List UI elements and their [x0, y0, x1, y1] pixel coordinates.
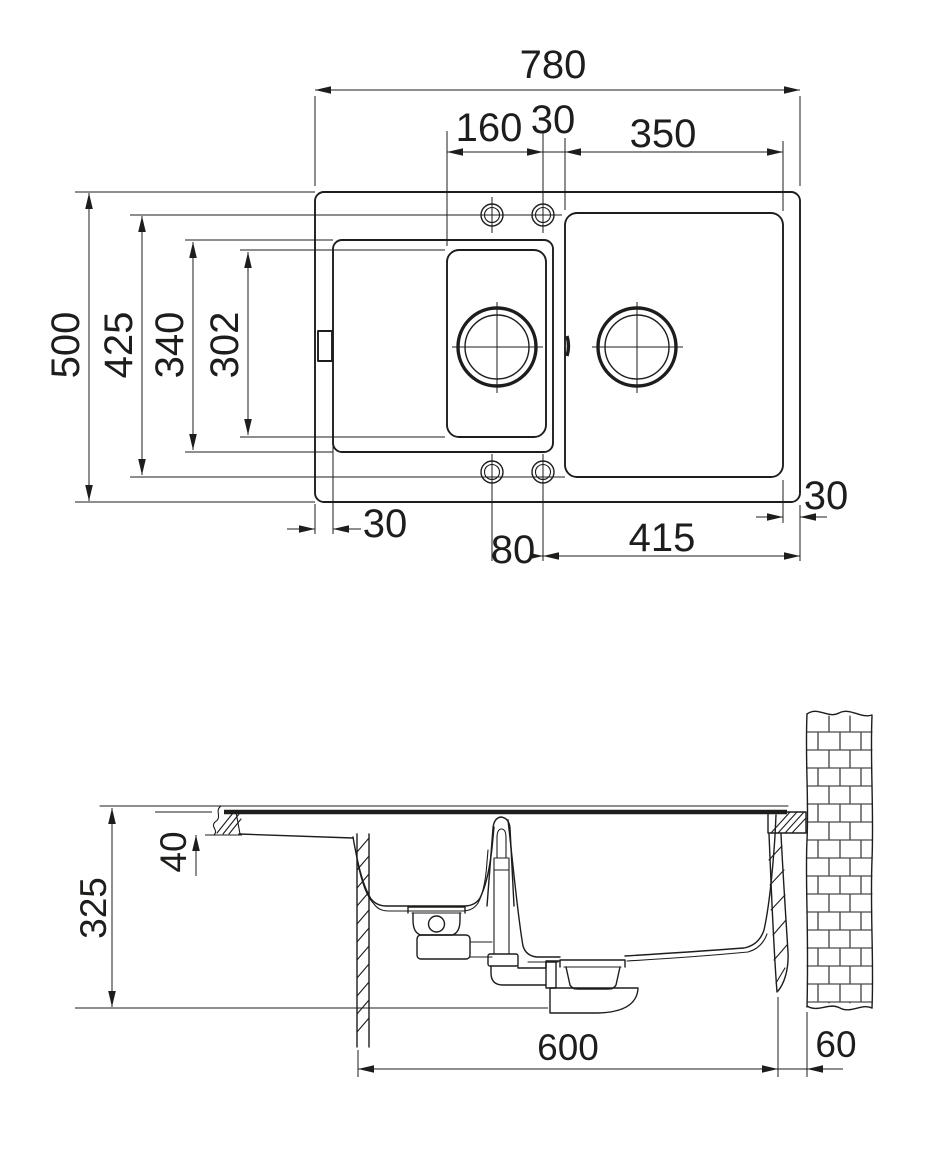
dim-rim-drop [153, 812, 242, 876]
overflow-slot [318, 331, 332, 361]
main-bowl-drain [592, 302, 683, 393]
sink-outline [315, 192, 800, 502]
dim-wall-gap [778, 1012, 857, 1077]
dim-label-302: 302 [203, 311, 247, 379]
dim-rim-right [756, 474, 848, 523]
small-bowl-drain-section [408, 907, 492, 959]
dim-label-30-right: 30 [803, 474, 849, 518]
dim-label-80: 80 [490, 528, 536, 572]
dim-label-160: 160 [455, 106, 523, 150]
main-bowl-drain-section [550, 960, 638, 1013]
dim-label-60: 60 [815, 1024, 857, 1065]
dim-label-780: 780 [519, 43, 587, 87]
drainer-surface [239, 834, 353, 838]
dim-label-325: 325 [73, 877, 114, 939]
dim-label-30-left: 30 [362, 502, 408, 546]
dim-label-500: 500 [44, 311, 88, 379]
dim-label-415: 415 [628, 516, 696, 560]
standpipe-collar [488, 954, 518, 966]
dim-cabinet-width [358, 997, 778, 1077]
dim-label-30-gap: 30 [530, 98, 576, 142]
drainer-area [333, 240, 553, 452]
left-rim-section [217, 812, 241, 834]
pipe-coupling [546, 962, 556, 988]
dim-label-600: 600 [537, 1027, 599, 1068]
small-bowl-section [353, 827, 494, 911]
break-line [213, 806, 221, 835]
main-bowl-section [508, 815, 776, 962]
sink-right-wall [769, 834, 788, 992]
countertop-end-section [768, 812, 806, 833]
drain-elbow [491, 961, 560, 985]
dim-build-in-depth [73, 808, 548, 1008]
small-bowl-drain [452, 302, 543, 393]
dim-drain-offset [543, 505, 800, 561]
dim-label-340: 340 [148, 311, 192, 379]
dim-rim-left [287, 444, 407, 546]
brick-wall [806, 711, 872, 1010]
dim-small-bowl-depth [203, 250, 445, 437]
divider-overflow-mark [567, 336, 569, 356]
dim-label-40: 40 [153, 831, 194, 873]
dim-label-350: 350 [629, 112, 697, 156]
dim-label-425: 425 [97, 311, 141, 379]
top-view [44, 43, 848, 572]
section-view [73, 711, 873, 1077]
